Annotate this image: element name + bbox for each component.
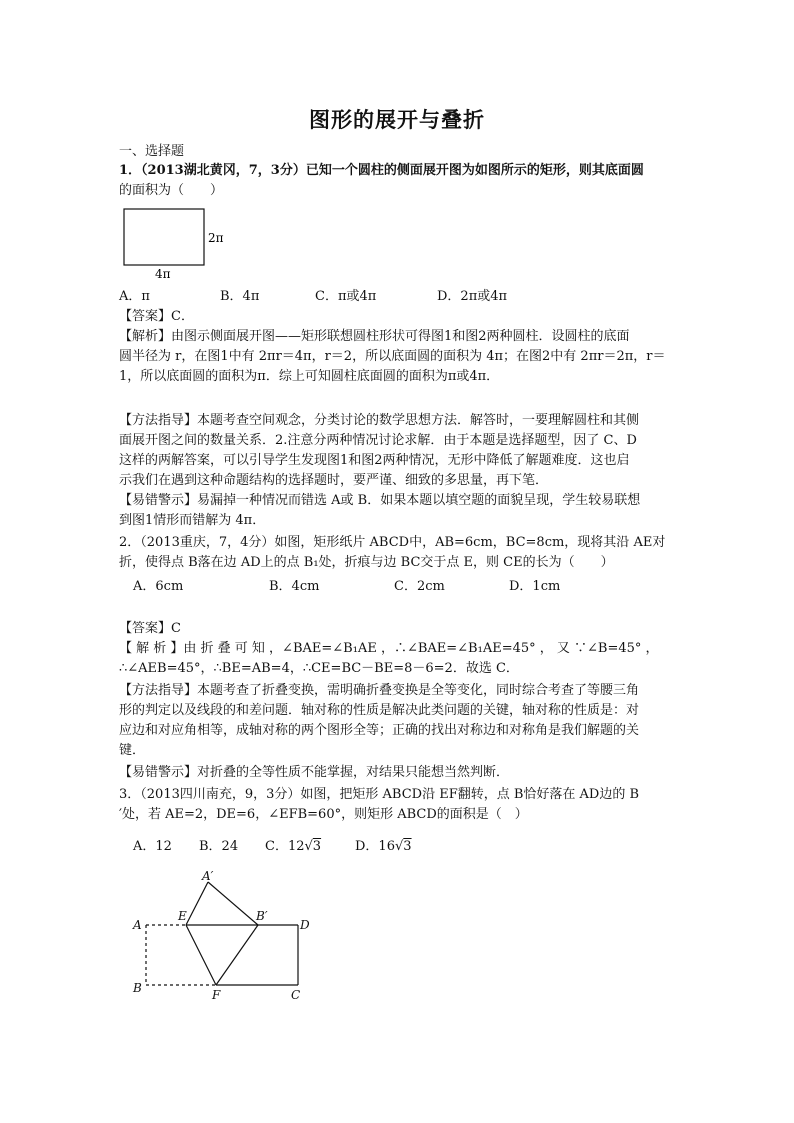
q1-option-d: D．2π或4π: [437, 289, 508, 304]
q3-stem-line2: ′处，若 AE=2，DE=6，∠EFB=60°，则矩形 ABCD的面积是（ ）: [119, 807, 528, 822]
q2-method-line1: 【方法指导】本题考查了折叠变换，需明确折叠变换是全等变化，同时综合考查了等腰三角: [119, 683, 640, 698]
q1-analysis-line1: 【解析】由图示侧面展开图——矩形联想圆柱形状可得图1和图2两种圆柱．设圆柱的底面: [119, 329, 630, 344]
q1-method-line3: 这样的两解答案，可以引导学生发现图1和图2两种情况，无形中降低了解题难度．这也启: [119, 453, 630, 468]
q3-option-c-radicand: 3: [312, 839, 322, 854]
q1-option-b: B．4π: [220, 289, 260, 304]
q3-label-d: D: [300, 918, 310, 932]
q3-option-d: D．16√3: [355, 839, 412, 854]
q3-line-ea1: [186, 882, 208, 925]
q3-option-b: B．24: [199, 839, 239, 854]
q3-label-a-prime: A′: [202, 870, 214, 883]
q3-stem-line1: 3．（2013四川南充，9，3分）如图，把矩形 ABCD沿 EF翻转，点 B恰好落在 AD边的 B: [119, 787, 640, 802]
q1-stem-line1: 1．（2013湖北黄冈，7，3分）已知一个圆柱的侧面展开图为如图所示的矩形，则其底面圆: [119, 163, 644, 178]
q3-option-d-radicand: 3: [403, 839, 412, 854]
q3-label-f: F: [212, 988, 221, 1002]
q3-fold-line-ef: [186, 925, 216, 985]
q1-method-line2: 面展开图之间的数量关系．2.注意分两种情况讨论求解．由于本题是选择题型，因了 C、D: [119, 433, 637, 448]
q3-label-b: B: [133, 981, 142, 995]
q3-fold-figure: [128, 870, 328, 1005]
q3-line-a1b1: [208, 882, 258, 925]
q1-rectangle: [124, 209, 204, 265]
q2-stem-line2: 折，使得点 B落在边 AD上的点 B₁处，折痕与边 BC交于点 E，则 CE的长为（ ）: [119, 555, 614, 570]
q2-analysis-line2: ∴∠AEB=45°，∴BE=AB=4，∴CE=BC－BE=8－6=2．故选 C．: [119, 661, 519, 676]
q2-method-line4: 键．: [119, 743, 146, 758]
q3-label-e: E: [178, 909, 187, 923]
q1-analysis-line3: 1，所以底面圆的面积为π．综上可知圆柱底面圆的面积为π或4π．: [119, 369, 500, 384]
q2-option-c: C．2cm: [394, 579, 445, 594]
q1-method-line4: 示我们在遇到这种命题结构的选择题时，要严谨、细致的多思量，再下笔．: [119, 473, 549, 488]
section-heading: 一、选择题: [119, 144, 185, 159]
q2-option-a: A．6cm: [133, 579, 184, 594]
q1-analysis-line2: 圆半径为 r，在图1中有 2πr＝4π，r＝2，所以底面圆的面积为 4π；在图2中有 2πr＝2π，r＝: [119, 349, 666, 364]
q1-warning-line2: 到图1情形而错解为 4π．: [119, 513, 266, 528]
q3-label-c: C: [291, 988, 301, 1002]
q1-method-line1: 【方法指导】本题考查空间观念，分类讨论的数学思想方法．解答时，一要理解圆柱和其侧: [119, 413, 640, 428]
q3-label-b-prime: B′: [256, 909, 268, 923]
q1-stem-line2: 的面积为（ ）: [119, 183, 224, 198]
q1-option-c: C．π或4π: [315, 289, 377, 304]
q2-option-b: B．4cm: [269, 579, 320, 594]
q1-warning-line1: 【易错警示】易漏掉一种情况而错选 A或 B．如果本题以填空题的面貌呈现，学生较易联想: [119, 493, 641, 508]
q1-answer: 【答案】C．: [119, 309, 194, 324]
q2-stem-line1: 2．（2013重庆，7，4分）如图，矩形纸片 ABCD中，AB=6cm，BC=8cm，现将其沿 AE对: [119, 535, 666, 550]
q2-warning: 【易错警示】对折叠的全等性质不能掌握，对结果只能想当然判断．: [119, 765, 510, 780]
q3-label-a: A: [133, 918, 142, 932]
q1-rectangle-figure: [123, 207, 243, 281]
q3-option-a: A．12: [133, 839, 172, 854]
q2-option-d: D．1cm: [509, 579, 561, 594]
q2-answer: 【答案】C: [119, 621, 181, 636]
q2-method-line3: 应边和对应角相等，成轴对称的两个图形全等；正确的找出对称边和对称角是我们解题的关: [119, 723, 640, 738]
q1-option-a: A．π: [119, 289, 150, 304]
q2-method-line2: 形的判定以及线段的和差问题．轴对称的性质是解决此类问题的关键，轴对称的性质是：对: [119, 703, 640, 718]
q3-option-c: C．12√3: [265, 839, 322, 854]
q2-analysis-line1: 【 解 析 】由 折 叠 可 知 ，∠BAE=∠B₁AE ，∴∠BAE=∠B₁AE=45° ， 又 ∵∠B=45° ，: [119, 641, 659, 656]
page-title: 图形的展开与叠折: [309, 107, 485, 132]
q3-line-b1f: [216, 925, 258, 985]
q1-side-label: 2π: [208, 231, 224, 245]
q1-bottom-label: 4π: [155, 267, 171, 281]
